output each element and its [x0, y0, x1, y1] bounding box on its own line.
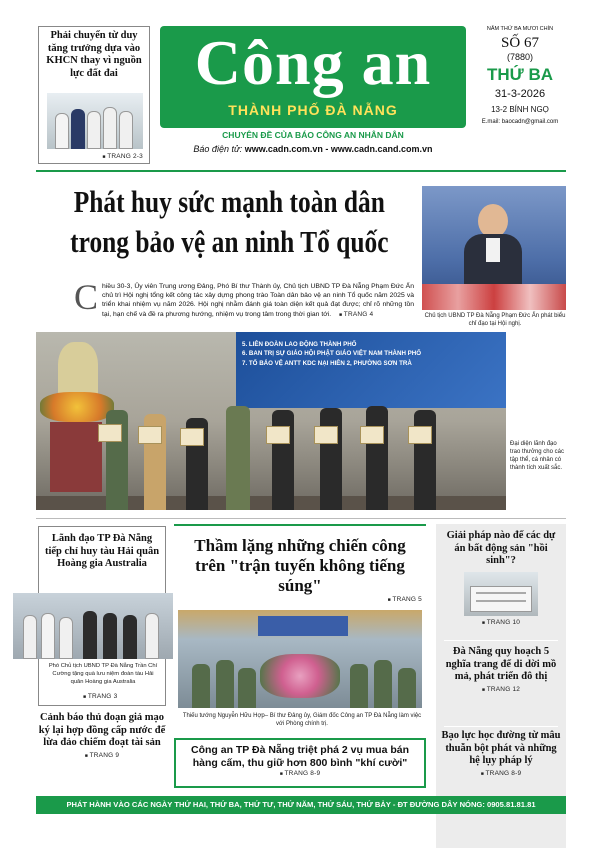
right-story3-headline: Bạo lực học đường từ mâu thuẫn bột phát và những hệ lụy pháp lý	[441, 730, 561, 767]
lead-main-photo	[36, 332, 506, 510]
lead-main-caption: Đại diện lãnh đạo trao thưởng cho các tập thể, cá nhân có thành tích xuất sắc.	[510, 441, 564, 472]
right-story2-headline: Đà Nẵng quy hoạch 5 nghĩa trang để di dời mồ mả, phát triển đô thị	[445, 646, 557, 683]
teaser-headline: Phải chuyển từ duy tăng trưởng dựa vào KHCN thay vì nguồn lực đất đai	[46, 30, 142, 79]
lead-dropcap: C	[74, 277, 99, 317]
issue-lunar: 13-2 BÍNH NGỌ	[491, 105, 549, 114]
teaser-topleft[interactable]	[38, 26, 150, 164]
masthead-subtitle: THÀNH PHỐ ĐÀ NẴNG	[228, 102, 398, 118]
lead-body-text: hiều 30-3, Ủy viên Trung ương Đảng, Phó Bí thư Thành ủy, Chủ tịch UBND TP Đà Nẵng Phạm Đức Ấn chủ trì Hội nghị tổng kết công tác xây dựng phong trào Toàn dân bảo vệ an ninh Tổ quốc năm 2025 và triển khai nhiệm vụ năm 2026. Hội nghị nhằm đánh giá toàn diện kết quả đạt được; chỉ rõ những tồn tại, hạn chế và đề ra phương hướng, nhiệm vụ trong tâm trong thời gian tới.	[102, 283, 414, 318]
right-story2[interactable]	[440, 646, 562, 693]
masthead	[160, 26, 466, 128]
online-label: Báo điện tử:	[193, 144, 243, 154]
center-headline: Thầm lặng những chiến công trên "trận tuyến không tiếng súng"	[194, 536, 406, 596]
issue-date: 31-3-2026	[494, 88, 546, 100]
footer-text: PHÁT HÀNH VÀO CÁC NGÀY THỨ HAI, THỨ BA, THỨ TƯ, THỨ NĂM, THỨ SÁU, THỨ BẢY - ĐT ĐƯỜNG DÂY NÓNG: 0905.81.81.81	[66, 800, 536, 809]
issue-number: SỐ 67	[501, 35, 539, 51]
right-story3-page-ref: ■ TRANG 8-9	[440, 770, 562, 777]
teaser-page-ref: ■ TRANG 2-3	[102, 153, 143, 160]
lead-body	[74, 277, 414, 319]
masthead-name: Công an	[194, 27, 432, 98]
right-story1-headline: Giải pháp nào để các dự án bất động sản "hồi sinh"?	[446, 530, 556, 567]
center-photo	[178, 610, 422, 708]
right-story2-page-ref: ■ TRANG 12	[440, 686, 562, 693]
center-page-ref: ■ TRANG 5	[388, 596, 422, 603]
lead-portrait-caption: Chủ tịch UBND TP Đà Nẵng Phạm Đức Ấn phát biểu chỉ đạo tại Hội nghị.	[424, 313, 566, 328]
center-story[interactable]	[174, 524, 426, 714]
footer-bar	[36, 796, 566, 814]
left-story2[interactable]	[38, 712, 166, 759]
masthead-tagline: CHUYÊN ĐỀ CỦA BÁO CÔNG AN NHÂN DÂN	[222, 130, 404, 140]
center-caption: Thiếu tướng Nguyễn Hữu Hợp– Bí thư Đảng ủy, Giám đốc Công an TP Đà Nẵng làm việc với Phòng chính trị.	[182, 713, 422, 728]
left-story1-caption: Phó Chủ tịch UBND TP Đà Nẵng Trần Chí Cường tặng quà lưu niệm đoàn tàu Hải quân Hoàng gia Australia	[48, 663, 158, 685]
online-urls[interactable]: www.cadn.com.vn - www.cadn.cand.com.vn	[244, 144, 433, 154]
issue-serial: (7880)	[506, 52, 533, 62]
issue-info	[474, 26, 566, 125]
issue-weekday: THỨ BA	[486, 65, 554, 84]
left-story1-headline: Lãnh đạo TP Đà Nẵng tiếp chỉ huy tàu Hải quân Hoàng gia Australia	[44, 533, 160, 570]
center-box-page-ref: ■ TRANG 8-9	[182, 770, 418, 777]
issue-email[interactable]: E.mail: baocadn@gmail.com	[481, 119, 559, 125]
left-story1-photo	[13, 593, 173, 659]
left-story1-page-ref: ■ TRANG 3	[83, 693, 117, 700]
right-story1-photo	[464, 572, 538, 616]
right-story3[interactable]	[440, 730, 562, 777]
teaser-photo	[47, 93, 143, 149]
stage-banner: 5. LIÊN ĐOÀN LAO ĐỘNG THÀNH PHỐ 6. BAN TRỊ SỰ GIÁO HỘI PHẬT GIÁO VIỆT NAM THÀNH PHỐ 7. TỔ BẢO VỆ ANTT KDC NẠI HIÊN 2, PHƯỜNG SƠN TRÀ	[236, 332, 506, 408]
right-story1[interactable]	[440, 530, 562, 626]
left-story2-headline: Cảnh báo thủ đoạn giả mạo ký lại hợp đồng cấp nước để lừa đảo chiếm đoạt tài sản	[38, 712, 166, 749]
center-box[interactable]	[174, 738, 426, 788]
lead-page-ref: ■ TRANG 4	[339, 311, 373, 318]
lead-headline-line1: Phát huy sức mạnh toàn dân	[73, 184, 385, 219]
right-story1-page-ref: ■ TRANG 10	[440, 619, 562, 626]
lead-headline-line2: trong bảo vệ an ninh Tổ quốc	[70, 224, 389, 259]
issue-year: NĂM THỨ BA MƯƠI CHÍN	[486, 26, 554, 32]
online-line	[160, 144, 466, 154]
left-story2-page-ref: ■ TRANG 9	[38, 752, 166, 759]
center-box-headline: Công an TP Đà Nẵng triệt phá 2 vụ mua bán hàng cấm, thu giữ hơn 800 bình "khí cười"	[190, 744, 409, 769]
left-story1[interactable]	[38, 526, 166, 706]
lead-headline	[44, 182, 415, 262]
lead-portrait-photo	[422, 186, 566, 310]
